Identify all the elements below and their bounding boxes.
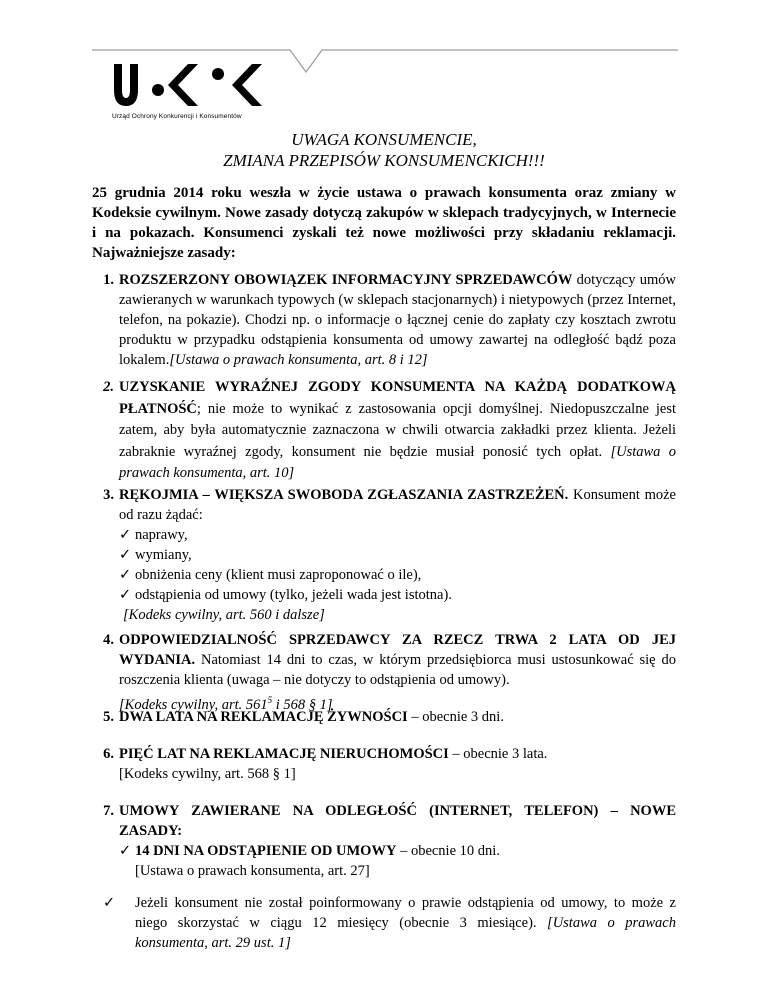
check-item: ✓ obniżenia ceny (klient musi zaproponować o ile), <box>119 567 422 583</box>
list-item-3 <box>92 485 676 625</box>
intro-paragraph: 25 grudnia 2014 roku weszła w życie ustawa o prawach konsumenta oraz zmiany w Kodeksie cywilnym. Nowe zasady dotyczą zakupów w sklepach tradycyjnych, w Internecie i na pokazach. Konsumenci zyskali też nowe możliwości przy składaniu reklamacji. Najważniejsze zasady: <box>92 185 676 261</box>
item-heading: DWA LATA NA REKLAMACJĘ ŻYWNOŚCI <box>119 709 408 725</box>
item-reference: [Kodeks cywilny, art. 560 i dalsze] <box>123 607 325 623</box>
checkmark-icon: ✓ <box>103 895 116 911</box>
list-item-4 <box>92 630 676 715</box>
item-text: dotyczący umów zawieranych w warunkach typowych (w sklepach stacjonarnych) i nietypowych (przez Internet, telefon, na pokazie). Chodzi np. o informacje o łącznej cenie do zapłaty czy kosztach zwrotu produktu w przypadku odstąpienia konsumenta od umowy zawartej na odległość bądź poza lokalem. <box>119 272 676 368</box>
logo-caption: Urząd Ochrony Konkurencji i Konsumentów <box>112 113 242 120</box>
item-reference: [Kodeks cywilny, art. 568 § 1] <box>119 766 296 782</box>
check-item: ✓ Jeżeli konsument nie został poinformowany o prawie odstąpienia od umowy, to może z niego skorzystać w ciągu 12 miesięcy (obecnie 3 miesiące). [Ustawa o prawach konsumenta, art. 29 ust. 1] <box>103 895 676 951</box>
item-heading: ODPOWIEDZIALNOŚĆ SPRZEDAWCY ZA RZECZ TRWA 2 LATA OD JEJ WYDANIA. <box>119 632 676 668</box>
item-number: 7. <box>103 803 114 819</box>
item-text: – obecnie 3 dni. <box>407 709 504 725</box>
list-item-1 <box>92 270 676 370</box>
checkmark-icon: ✓ <box>119 587 132 603</box>
list-item-5 <box>92 707 676 727</box>
item-reference: [Ustawa o prawach konsumenta, art. 10] <box>119 443 676 481</box>
item-heading: UMOWY ZAWIERANE NA ODLEGŁOŚĆ (INTERNET, TELEFON) – NOWE ZASADY: <box>119 803 676 839</box>
item-heading: PIĘĆ LAT NA REKLAMACJĘ NIERUCHOMOŚCI <box>119 746 449 762</box>
uokik-logo <box>112 60 272 120</box>
checkmark-icon: ✓ <box>119 527 132 543</box>
check-item: ✓ odstąpienia od umowy (tylko, jeżeli wada jest istotna). <box>119 587 452 603</box>
check-item: ✓ 14 DNI NA ODSTĄPIENIE OD UMOWY – obecnie 10 dni. <box>119 843 500 859</box>
item-text: Konsument może od razu żądać: <box>119 487 676 523</box>
item-heading: ROZSZERZONY OBOWIĄZEK INFORMACYJNY SPRZEDAWCÓW <box>119 272 573 288</box>
item-reference: [Ustawa o prawach konsumenta, art. 27] <box>135 863 370 879</box>
page-title-line-1: UWAGA KONSUMENCIE, <box>291 130 477 149</box>
checkmark-icon: ✓ <box>119 843 132 859</box>
item-text: ; nie może to wynikać z zastosowania opcji domyślnej. Niedopuszczalne jest zatem, aby była automatycznie zaznaczona w chwili otwarcia zakładki przez klienta. Jeżeli zabraknie wyraźnej zgody, konsument nie będzie musiał ponosić tych opłat. <box>119 400 676 460</box>
item-heading: RĘKOJMIA – WIĘKSZA SWOBODA ZGŁASZANIA ZASTRZEŻEŃ. <box>119 487 569 503</box>
list-item-2 <box>92 377 676 485</box>
item-text: Natomiast 14 dni to czas, w którym przedsiębiorca musi ustosunkować się do roszczenia klienta (uwaga – nie dotyczy to odstąpienia od umowy). <box>119 652 676 688</box>
check-item: ✓ wymiany, <box>119 547 192 563</box>
list-item-7 <box>92 801 676 953</box>
checkmark-icon: ✓ <box>119 547 132 563</box>
item-reference: [Ustawa o prawach konsumenta, art. 8 i 12] <box>169 352 428 368</box>
item-reference: [Kodeks cywilny, art. $561^5$ i 568 § 1] <box>119 695 333 713</box>
page-title-line-2: ZMIANA PRZEPISÓW KONSUMENCKICH!!! <box>223 151 545 170</box>
item-number: 1. <box>103 272 114 288</box>
item-number: 3. <box>103 487 114 503</box>
item-heading: UZYSKANIE WYRAŹNEJ ZGODY KONSUMENTA NA KAŻDĄ DODATKOWĄ PŁATNOŚĆ <box>119 379 676 417</box>
item-number: 2. <box>103 379 114 395</box>
check-item: ✓ naprawy, <box>119 527 188 543</box>
checkmark-icon: ✓ <box>119 567 132 583</box>
item-number: 6. <box>103 746 114 762</box>
item-number: 5. <box>103 709 114 725</box>
item-number: 4. <box>103 632 114 648</box>
item-text: – obecnie 3 lata. <box>448 746 548 762</box>
list-item-6 <box>92 744 676 784</box>
